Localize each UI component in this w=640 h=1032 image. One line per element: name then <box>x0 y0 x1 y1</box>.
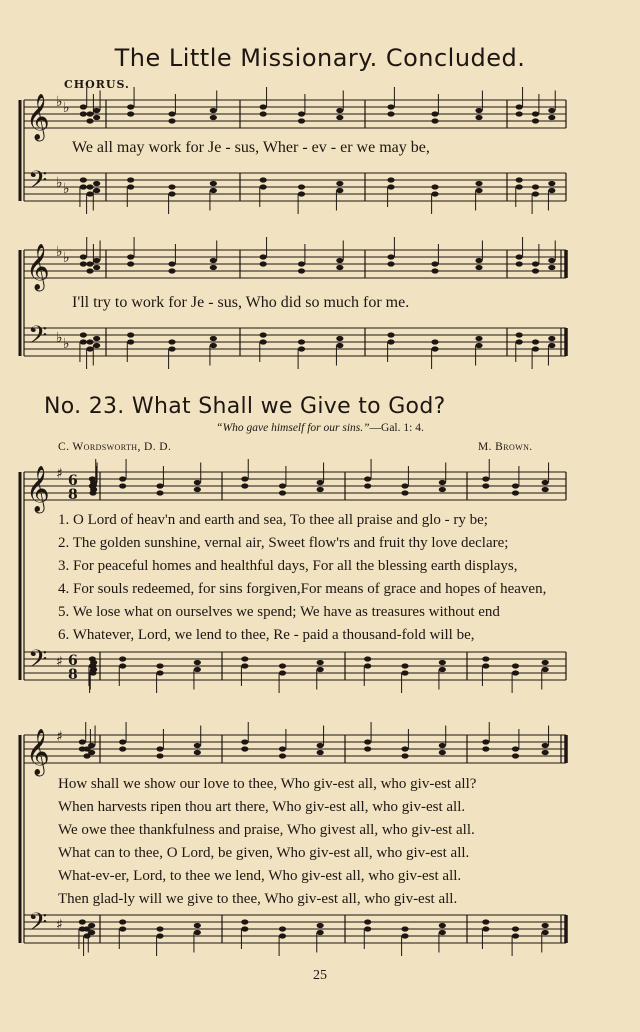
note-head <box>80 111 87 116</box>
verse-6-line-b: Then glad-ly will we give to thee, Who giv-est all, who giv-est all. <box>58 891 458 907</box>
note-head <box>279 663 286 668</box>
epigraph-quote: “Who gave himself for our sins.” <box>216 422 370 434</box>
hymn-23-title: No. 23. What Shall we Give to God? <box>44 394 446 419</box>
note-head <box>512 933 519 938</box>
note-head <box>279 746 286 751</box>
note-head <box>86 261 93 266</box>
note-head <box>542 743 549 748</box>
note-head <box>119 476 126 481</box>
note-head <box>168 339 175 344</box>
note-head <box>279 753 286 758</box>
note-head <box>194 750 201 755</box>
note-head <box>194 487 201 492</box>
note-head <box>279 490 286 495</box>
note-head <box>317 743 324 748</box>
note-head <box>156 663 163 668</box>
note-head <box>156 746 163 751</box>
note-head <box>317 750 324 755</box>
note-head <box>79 739 86 744</box>
note-head <box>475 188 482 193</box>
note-head <box>516 254 523 259</box>
verse-2-line-a: 2. The golden sunshine, vernal air, Sweet flow'rs and fruit thy love declare; <box>58 535 509 551</box>
note-head <box>80 104 87 109</box>
verse-5-line-a: 5. We lose what on ourselves we spend; We have as treasures without end <box>58 604 500 620</box>
note-head <box>127 339 134 344</box>
note-head <box>210 108 217 113</box>
note-head <box>88 923 95 928</box>
note-head <box>317 930 324 935</box>
note-head <box>532 339 539 344</box>
note-head <box>279 483 286 488</box>
note-head <box>387 111 394 116</box>
note-head <box>156 670 163 675</box>
note-head <box>401 926 408 931</box>
note-head <box>387 254 394 259</box>
note-head <box>260 104 267 109</box>
note-head <box>241 476 248 481</box>
note-head <box>482 663 489 668</box>
note-head <box>156 483 163 488</box>
note-head <box>516 339 523 344</box>
note-head <box>401 490 408 495</box>
note-head <box>336 336 343 341</box>
key-signature: ♯ <box>56 654 63 670</box>
note-head <box>80 184 87 189</box>
note-head <box>532 118 539 123</box>
note-head <box>439 480 446 485</box>
note-head <box>431 118 438 123</box>
key-signature: ♭ <box>63 181 70 197</box>
note-head <box>260 184 267 189</box>
note-head <box>279 926 286 931</box>
note-head <box>119 919 126 924</box>
note-head <box>516 111 523 116</box>
note-head <box>439 750 446 755</box>
note-head <box>336 265 343 270</box>
note-head <box>439 743 446 748</box>
note-head <box>387 104 394 109</box>
note-head <box>168 118 175 123</box>
key-signature: ♭ <box>56 244 63 260</box>
note-head <box>317 667 324 672</box>
epigraph-reference: —Gal. 1: 4. <box>369 422 424 434</box>
note-head <box>79 919 86 924</box>
note-head <box>542 923 549 928</box>
note-head <box>156 933 163 938</box>
note-head <box>168 191 175 196</box>
note-head <box>387 332 394 337</box>
note-head <box>127 332 134 337</box>
note-head <box>401 753 408 758</box>
note-head <box>168 268 175 273</box>
note-head <box>279 670 286 675</box>
note-head <box>93 336 100 341</box>
note-head <box>512 926 519 931</box>
key-signature: ♯ <box>56 729 63 745</box>
note-head <box>475 265 482 270</box>
note-head <box>548 108 555 113</box>
note-head <box>298 184 305 189</box>
note-head <box>298 346 305 351</box>
note-head <box>512 663 519 668</box>
note-head <box>482 483 489 488</box>
note-head <box>364 739 371 744</box>
note-head <box>279 933 286 938</box>
note-head <box>156 490 163 495</box>
treble-clef: 𝄞 <box>26 466 50 512</box>
note-head <box>516 332 523 337</box>
note-head <box>364 926 371 931</box>
verse-3-line-b: We owe thee thankfulness and praise, Who givest all, who giv-est all. <box>58 822 475 838</box>
note-head <box>475 181 482 186</box>
note-head <box>336 258 343 263</box>
note-head <box>512 753 519 758</box>
note-head <box>168 111 175 116</box>
note-head <box>260 261 267 266</box>
note-head <box>194 480 201 485</box>
note-head <box>364 746 371 751</box>
epigraph <box>0 422 640 434</box>
note-head <box>119 483 126 488</box>
note-head <box>542 750 549 755</box>
note-head <box>93 108 100 113</box>
note-head <box>475 115 482 120</box>
bass-clef: 𝄢 <box>28 908 48 943</box>
chorus-lyric-line-1: We all may work for Je - sus, Wher - ev - er we may be, <box>72 139 430 156</box>
verse-2-line-b: When harvests ripen thou art there, Who giv-est all, who giv-est all. <box>58 799 466 815</box>
note-head <box>241 926 248 931</box>
note-head <box>548 343 555 348</box>
note-head <box>86 339 93 344</box>
note-head <box>119 739 126 744</box>
note-head <box>210 115 217 120</box>
note-head <box>93 258 100 263</box>
note-head <box>260 339 267 344</box>
note-head <box>439 487 446 492</box>
note-head <box>532 111 539 116</box>
verse-3-line-a: 3. For peaceful homes and healthful days, For all the blessing earth displays, <box>58 558 518 574</box>
note-head <box>168 261 175 266</box>
note-head <box>482 656 489 661</box>
note-head <box>86 268 93 273</box>
note-head <box>93 181 100 186</box>
note-head <box>80 261 87 266</box>
note-head <box>119 746 126 751</box>
note-head <box>80 177 87 182</box>
note-head <box>439 660 446 665</box>
note-head <box>210 343 217 348</box>
note-head <box>241 656 248 661</box>
note-head <box>260 111 267 116</box>
note-head <box>90 660 97 665</box>
note-head <box>298 191 305 196</box>
note-head <box>364 656 371 661</box>
note-head <box>387 339 394 344</box>
note-head <box>336 343 343 348</box>
note-head <box>119 656 126 661</box>
treble-clef: 𝄞 <box>26 244 50 290</box>
note-head <box>482 476 489 481</box>
note-head <box>542 667 549 672</box>
note-head <box>401 483 408 488</box>
key-signature: ♯ <box>56 917 63 933</box>
bass-clef: 𝄢 <box>28 166 48 201</box>
note-head <box>210 265 217 270</box>
note-head <box>86 111 93 116</box>
note-head <box>516 177 523 182</box>
note-head <box>364 476 371 481</box>
note-head <box>260 332 267 337</box>
note-head <box>387 177 394 182</box>
note-head <box>194 660 201 665</box>
note-head <box>210 336 217 341</box>
note-head <box>532 184 539 189</box>
note-head <box>86 346 93 351</box>
note-head <box>210 188 217 193</box>
note-head <box>482 739 489 744</box>
note-head <box>532 268 539 273</box>
verse-5-line-b: What-ev-er, Lord, to thee we lend, Who giv-est all, who giv-est all. <box>58 868 462 884</box>
note-head <box>548 188 555 193</box>
music-credit: M. Brown. <box>478 441 533 453</box>
note-head <box>127 177 134 182</box>
key-signature: ♭ <box>56 94 63 110</box>
bass-clef: 𝄢 <box>28 645 48 680</box>
treble-clef: 𝄞 <box>26 94 50 140</box>
note-head <box>532 261 539 266</box>
note-head <box>298 118 305 123</box>
time-signature: 8 <box>68 667 78 683</box>
note-head <box>88 750 95 755</box>
note-head <box>241 919 248 924</box>
verse-1-line-a: 1. O Lord of heav'n and earth and sea, To thee all praise and glo - ry be; <box>58 512 488 528</box>
time-signature: 8 <box>68 487 78 503</box>
time-signature: 6 <box>68 653 78 669</box>
note-head <box>127 104 134 109</box>
verse-6-line-a: 6. Whatever, Lord, we lend to thee, Re - paid a thousand-fold will be, <box>58 627 475 643</box>
note-head <box>90 480 97 485</box>
note-head <box>542 480 549 485</box>
words-credit: C. Wordsworth, D. D. <box>58 441 172 453</box>
note-head <box>127 254 134 259</box>
note-head <box>93 343 100 348</box>
note-head <box>88 743 95 748</box>
note-head <box>194 930 201 935</box>
note-head <box>86 191 93 196</box>
note-head <box>168 184 175 189</box>
note-head <box>364 483 371 488</box>
note-head <box>439 930 446 935</box>
time-signature: 6 <box>68 473 78 489</box>
bass-clef: 𝄢 <box>28 321 48 356</box>
note-head <box>93 265 100 270</box>
key-signature: ♭ <box>56 330 63 346</box>
note-head <box>482 746 489 751</box>
note-head <box>364 663 371 668</box>
note-head <box>93 188 100 193</box>
note-head <box>241 746 248 751</box>
note-head <box>298 261 305 266</box>
note-head <box>532 346 539 351</box>
note-head <box>542 660 549 665</box>
note-head <box>194 743 201 748</box>
note-head <box>241 483 248 488</box>
page-number: 25 <box>313 968 327 983</box>
chorus-label: CHORUS. <box>64 78 130 91</box>
key-signature: ♯ <box>56 466 63 482</box>
note-head <box>542 487 549 492</box>
note-head <box>93 115 100 120</box>
key-signature: ♭ <box>56 175 63 191</box>
verse-1-line-b: How shall we show our love to thee, Who giv-est all, who giv-est all? <box>58 776 477 792</box>
note-head <box>210 181 217 186</box>
note-head <box>80 254 87 259</box>
note-head <box>119 926 126 931</box>
note-head <box>548 258 555 263</box>
note-head <box>401 933 408 938</box>
note-head <box>548 265 555 270</box>
note-head <box>317 923 324 928</box>
note-head <box>156 926 163 931</box>
key-signature: ♭ <box>63 100 70 116</box>
note-head <box>439 923 446 928</box>
note-head <box>431 346 438 351</box>
note-head <box>482 926 489 931</box>
note-head <box>475 336 482 341</box>
note-head <box>475 258 482 263</box>
note-head <box>401 746 408 751</box>
note-head <box>431 261 438 266</box>
note-head <box>260 177 267 182</box>
note-head <box>516 184 523 189</box>
note-head <box>119 663 126 668</box>
note-head <box>88 930 95 935</box>
note-head <box>260 254 267 259</box>
note-head <box>475 343 482 348</box>
verse-4-line-b: What can to thee, O Lord, be given, Who giv-est all, who giv-est all. <box>58 845 470 861</box>
note-head <box>317 660 324 665</box>
note-head <box>401 663 408 668</box>
note-head <box>127 184 134 189</box>
note-head <box>512 670 519 675</box>
note-head <box>512 483 519 488</box>
note-head <box>336 108 343 113</box>
note-head <box>336 188 343 193</box>
note-head <box>298 339 305 344</box>
note-head <box>317 480 324 485</box>
note-head <box>156 753 163 758</box>
note-head <box>336 181 343 186</box>
note-head <box>80 339 87 344</box>
note-head <box>548 336 555 341</box>
note-head <box>532 191 539 196</box>
note-head <box>475 108 482 113</box>
note-head <box>86 184 93 189</box>
note-head <box>512 490 519 495</box>
note-head <box>516 261 523 266</box>
chorus-lyric-line-2: I'll try to work for Je - sus, Who did so much for me. <box>72 294 410 311</box>
hymn-22-title: The Little Missionary. Concluded. <box>114 44 526 72</box>
key-signature: ♭ <box>63 336 70 352</box>
key-signature: ♭ <box>63 250 70 266</box>
note-head <box>431 268 438 273</box>
note-head <box>127 111 134 116</box>
note-head <box>548 115 555 120</box>
note-head <box>86 118 93 123</box>
verse-4-line-a: 4. For souls redeemed, for sins forgiven,For means of grace and hopes of heaven, <box>58 581 547 597</box>
note-head <box>241 663 248 668</box>
note-head <box>168 346 175 351</box>
note-head <box>512 746 519 751</box>
note-head <box>548 181 555 186</box>
note-head <box>241 739 248 744</box>
note-head <box>387 261 394 266</box>
note-head <box>401 670 408 675</box>
note-head <box>431 339 438 344</box>
note-head <box>364 919 371 924</box>
note-head <box>431 184 438 189</box>
note-head <box>542 930 549 935</box>
note-head <box>194 667 201 672</box>
note-head <box>80 332 87 337</box>
note-head <box>90 487 97 492</box>
note-head <box>317 487 324 492</box>
note-head <box>194 923 201 928</box>
treble-clef: 𝄞 <box>26 729 50 775</box>
note-head <box>431 191 438 196</box>
note-head <box>431 111 438 116</box>
note-head <box>90 667 97 672</box>
note-head <box>516 104 523 109</box>
note-head <box>298 111 305 116</box>
note-head <box>298 268 305 273</box>
note-head <box>387 184 394 189</box>
note-head <box>482 919 489 924</box>
note-head <box>336 115 343 120</box>
note-head <box>210 258 217 263</box>
note-head <box>127 261 134 266</box>
note-head <box>439 667 446 672</box>
